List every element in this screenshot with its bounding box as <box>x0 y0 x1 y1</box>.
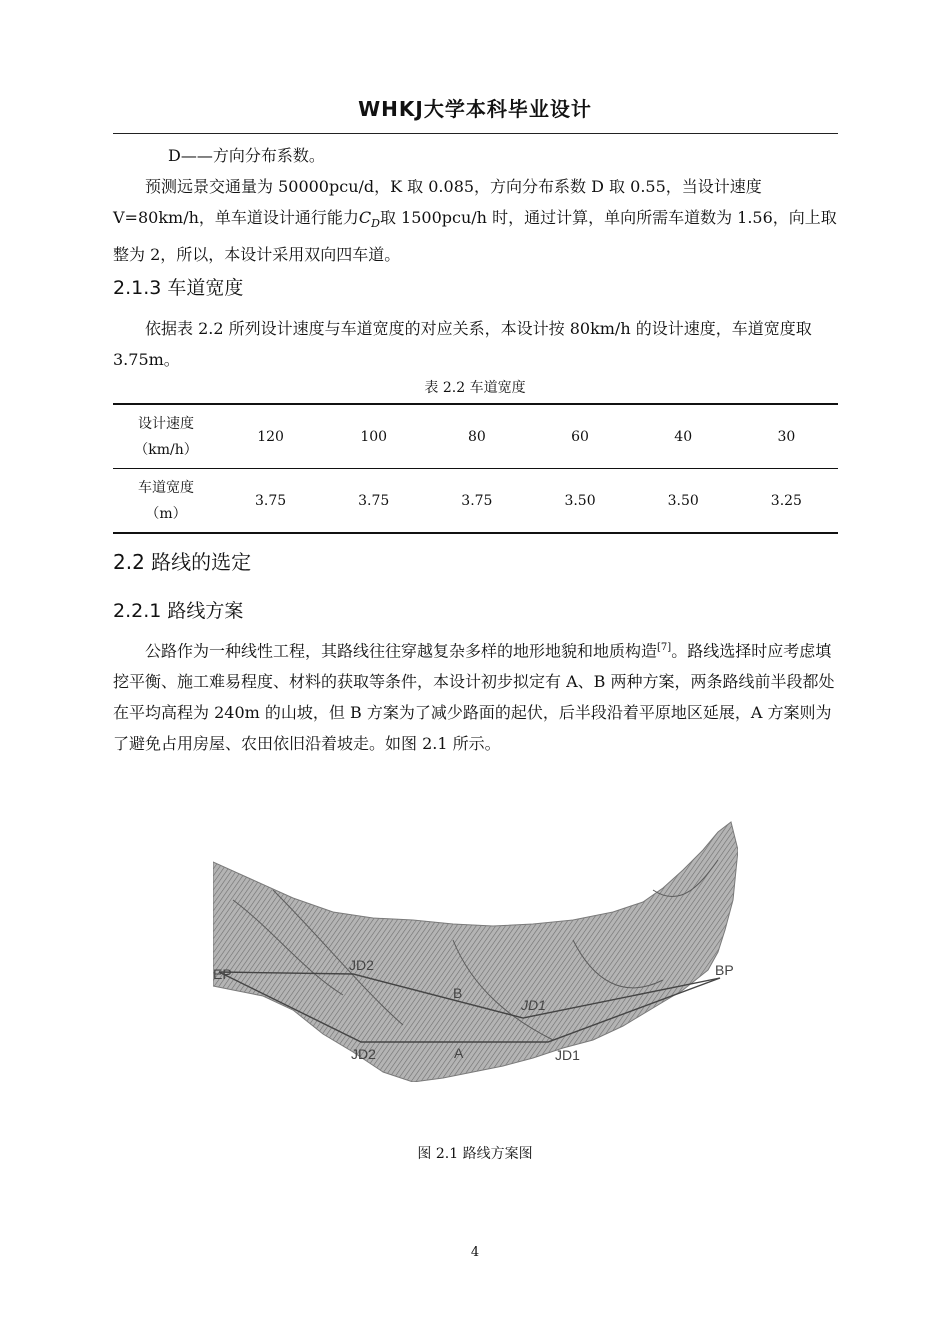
row-header-speed-label: 设计速度 <box>138 415 194 432</box>
table-cell: 60 <box>528 404 631 469</box>
figure-caption: 图 2.1 路线方案图 <box>417 1146 533 1162</box>
table-cell: 3.75 <box>322 469 425 534</box>
table-cell: 40 <box>632 404 735 469</box>
table-cell: 30 <box>735 404 838 469</box>
table-caption: 表 2.2 车道宽度 <box>424 380 526 396</box>
label-ep: EP <box>213 966 232 982</box>
capacity-symbol: C <box>358 208 372 227</box>
section-heading-2-2-1: 2.2.1 路线方案 <box>113 600 244 622</box>
row-header-speed <box>113 404 219 469</box>
table-cell: 3.25 <box>735 469 838 534</box>
header-divider <box>113 133 838 134</box>
label-jd1-bottom: JD1 <box>555 1047 580 1063</box>
table-cell: 3.75 <box>219 469 322 534</box>
route-plan-map <box>213 820 738 1082</box>
paragraph-traffic-text: 预测远景交通量为 50000pcu/d，K 取 0.085，方向分布系数 D 取 0.55，当设计速度 V=80km/h，单车道设计通行能力 <box>113 177 762 227</box>
terrain-shape <box>213 822 738 1082</box>
paragraph-traffic <box>113 171 838 270</box>
label-jd2-bottom: JD2 <box>351 1046 376 1062</box>
section-heading-2-2: 2.2 路线的选定 <box>113 550 252 574</box>
label-bp: BP <box>715 962 734 978</box>
lane-width-table <box>113 403 838 534</box>
row-header-width-label: 车道宽度 <box>138 479 194 496</box>
row-header-width <box>113 469 219 534</box>
table-cell: 3.75 <box>425 469 528 534</box>
label-a: A <box>454 1045 464 1061</box>
table-cell: 120 <box>219 404 322 469</box>
definition-line-d: D——方向分布系数。 <box>168 146 325 165</box>
page-header-title: WHKJ大学本科毕业设计 <box>358 97 592 121</box>
table-row-speed <box>113 404 838 469</box>
row-header-width-unit: （m） <box>145 505 187 522</box>
paragraph-route-plan-text: 公路作为一种线性工程，其路线往往穿越复杂多样的地形地貌和地质构造 <box>145 641 658 661</box>
paragraph-lane-width: 依据表 2.2 所列设计速度与车道宽度的对应关系，本设计按 80km/h 的设计速度，车道宽度取 3.75m。 <box>113 319 812 369</box>
table-row-width <box>113 469 838 534</box>
paragraph-route-plan <box>113 632 838 759</box>
table-cell: 80 <box>425 404 528 469</box>
capacity-subscript: D <box>371 217 380 231</box>
label-jd1-top: JD1 <box>521 997 546 1013</box>
table-cell: 3.50 <box>632 469 735 534</box>
page-number: 4 <box>470 1245 480 1260</box>
citation-ref: [7] <box>657 642 672 653</box>
table-cell: 100 <box>322 404 425 469</box>
label-jd2-top: JD2 <box>349 957 374 973</box>
table-cell: 3.50 <box>528 469 631 534</box>
section-heading-2-1-3: 2.1.3 车道宽度 <box>113 277 244 299</box>
paragraph-route-plan-rest: 。路线选择时应考虑填挖平衡、施工难易程度、材料的获取等条件，本设计初步拟定有 A、B 两种方案，两条路线前半段都处在平均高程为 240m 的山坡，但 B 方案为了减少路面的起伏，后半段沿着平原地区延展，A 方案则为了避免占用房屋、农田依旧沿着坡走。如图 2.1 所示。 <box>113 641 835 754</box>
row-header-speed-unit: （km/h） <box>134 441 198 458</box>
label-b: B <box>453 985 463 1001</box>
paragraph-traffic-end: 取 1500pcu/h 时，通过计算，单向所需车道数为 1.56，向上取整为 2，所以，本设计采用双向四车道。 <box>113 208 837 265</box>
